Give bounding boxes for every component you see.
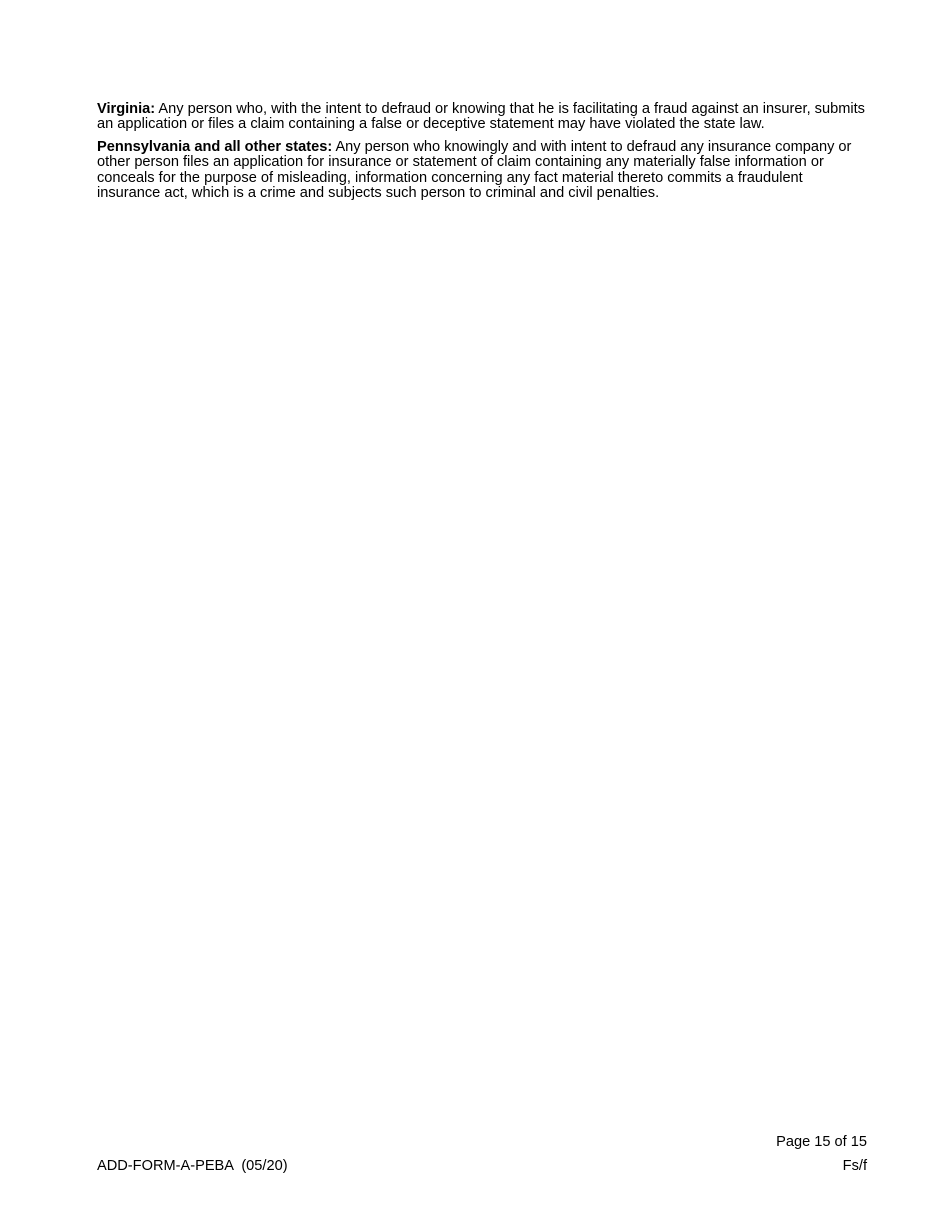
virginia-fraud-warning (97, 102, 869, 133)
pennsylvania-other-states-warning-text: Any person who knowingly and with intent to defraud any insurance company or other person files an application for insurance or statement of claim containing any materially false information or conceals for the purpose of misleading, information concerning any fact material thereto commits a fraudulent insurance act, which is a crime and subjects such person to criminal and civil penalties. (97, 138, 852, 202)
page-number: Page 15 of 15 (776, 1134, 867, 1150)
form-identifier: ADD-FORM-A-PEBA (05/20) (97, 1158, 288, 1174)
state-label-pennsylvania-other-states: Pennsylvania and all other states: (97, 138, 333, 155)
form-code: Fs/f (842, 1158, 867, 1174)
virginia-warning-text: Any person who, with the intent to defraud or knowing that he is facilitating a fraud against an insurer, submits an application or files a claim containing a false or deceptive statement may have violated the state law. (97, 101, 865, 133)
fraud-warning-section (97, 102, 869, 208)
pennsylvania-other-states-fraud-warning (97, 140, 869, 202)
state-label-virginia: Virginia: (97, 101, 156, 117)
footer-page-info (776, 1134, 867, 1182)
